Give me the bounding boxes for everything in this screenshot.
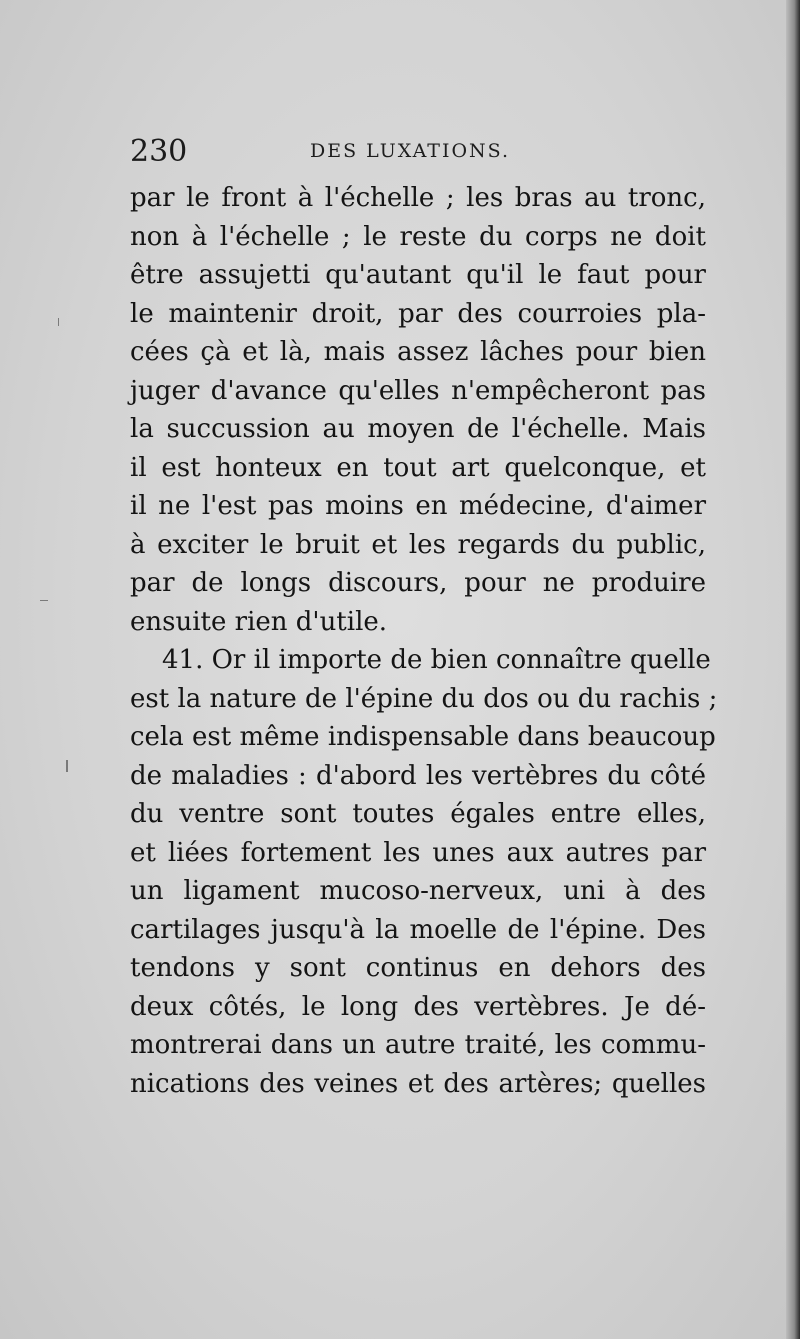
text-line: il ne l'est pas moins en médecine, d'aimer bbox=[130, 491, 706, 521]
body-text bbox=[130, 179, 718, 1103]
text-line: nications des veines et des artères; quelles bbox=[130, 1068, 706, 1099]
text-line: un ligament mucoso-nerveux, uni à des bbox=[130, 876, 706, 906]
text-line: tendons y sont continus en dehors des bbox=[130, 953, 706, 983]
text-line: à exciter le bruit et les regards du public, bbox=[130, 529, 706, 560]
paper-speck bbox=[66, 760, 68, 772]
text-line: de maladies : d'abord les vertèbres du côté bbox=[130, 760, 706, 791]
text-line: la succussion au moyen de l'échelle. Mais bbox=[130, 414, 706, 444]
paper-speck bbox=[58, 318, 59, 326]
text-line: par de longs discours, pour ne produire bbox=[130, 568, 706, 598]
text-line: être assujetti qu'autant qu'il le faut pour bbox=[130, 260, 706, 290]
paper-speck bbox=[40, 600, 48, 601]
paragraph-start-line: 41. Or il importe de bien connaître quelle bbox=[162, 645, 711, 675]
text-line: ensuite rien d'utile. bbox=[130, 606, 388, 637]
text-line: non à l'échelle ; le reste du corps ne doit bbox=[130, 221, 706, 252]
text-line: et liées fortement les unes aux autres par bbox=[130, 837, 706, 868]
text-line: juger d'avance qu'elles n'empêcheront pas bbox=[130, 375, 706, 406]
page-header bbox=[130, 130, 710, 170]
text-line: il est honteux en tout art quelconque, et bbox=[130, 452, 706, 483]
text-line: est la nature de l'épine du dos ou du rachis ; bbox=[130, 683, 718, 714]
text-line: du ventre sont toutes égales entre elles, bbox=[130, 799, 706, 829]
text-line: cela est même indispensable dans beaucoup bbox=[130, 722, 716, 752]
running-title: DES LUXATIONS. bbox=[310, 140, 511, 162]
text-line: deux côtés, le long des vertèbres. Je dé- bbox=[130, 991, 706, 1022]
text-line: montrerai dans un autre traité, les commu- bbox=[130, 1030, 706, 1060]
text-line: le maintenir droit, par des courroies pla- bbox=[130, 298, 706, 329]
text-line: par le front à l'échelle ; les bras au tronc, bbox=[130, 183, 706, 213]
text-line: cées çà et là, mais assez lâches pour bien bbox=[130, 337, 706, 367]
text-line: cartilages jusqu'à la moelle de l'épine. Des bbox=[130, 914, 706, 945]
page-edge-shadow bbox=[786, 0, 800, 1339]
page-number: 230 bbox=[130, 134, 188, 169]
